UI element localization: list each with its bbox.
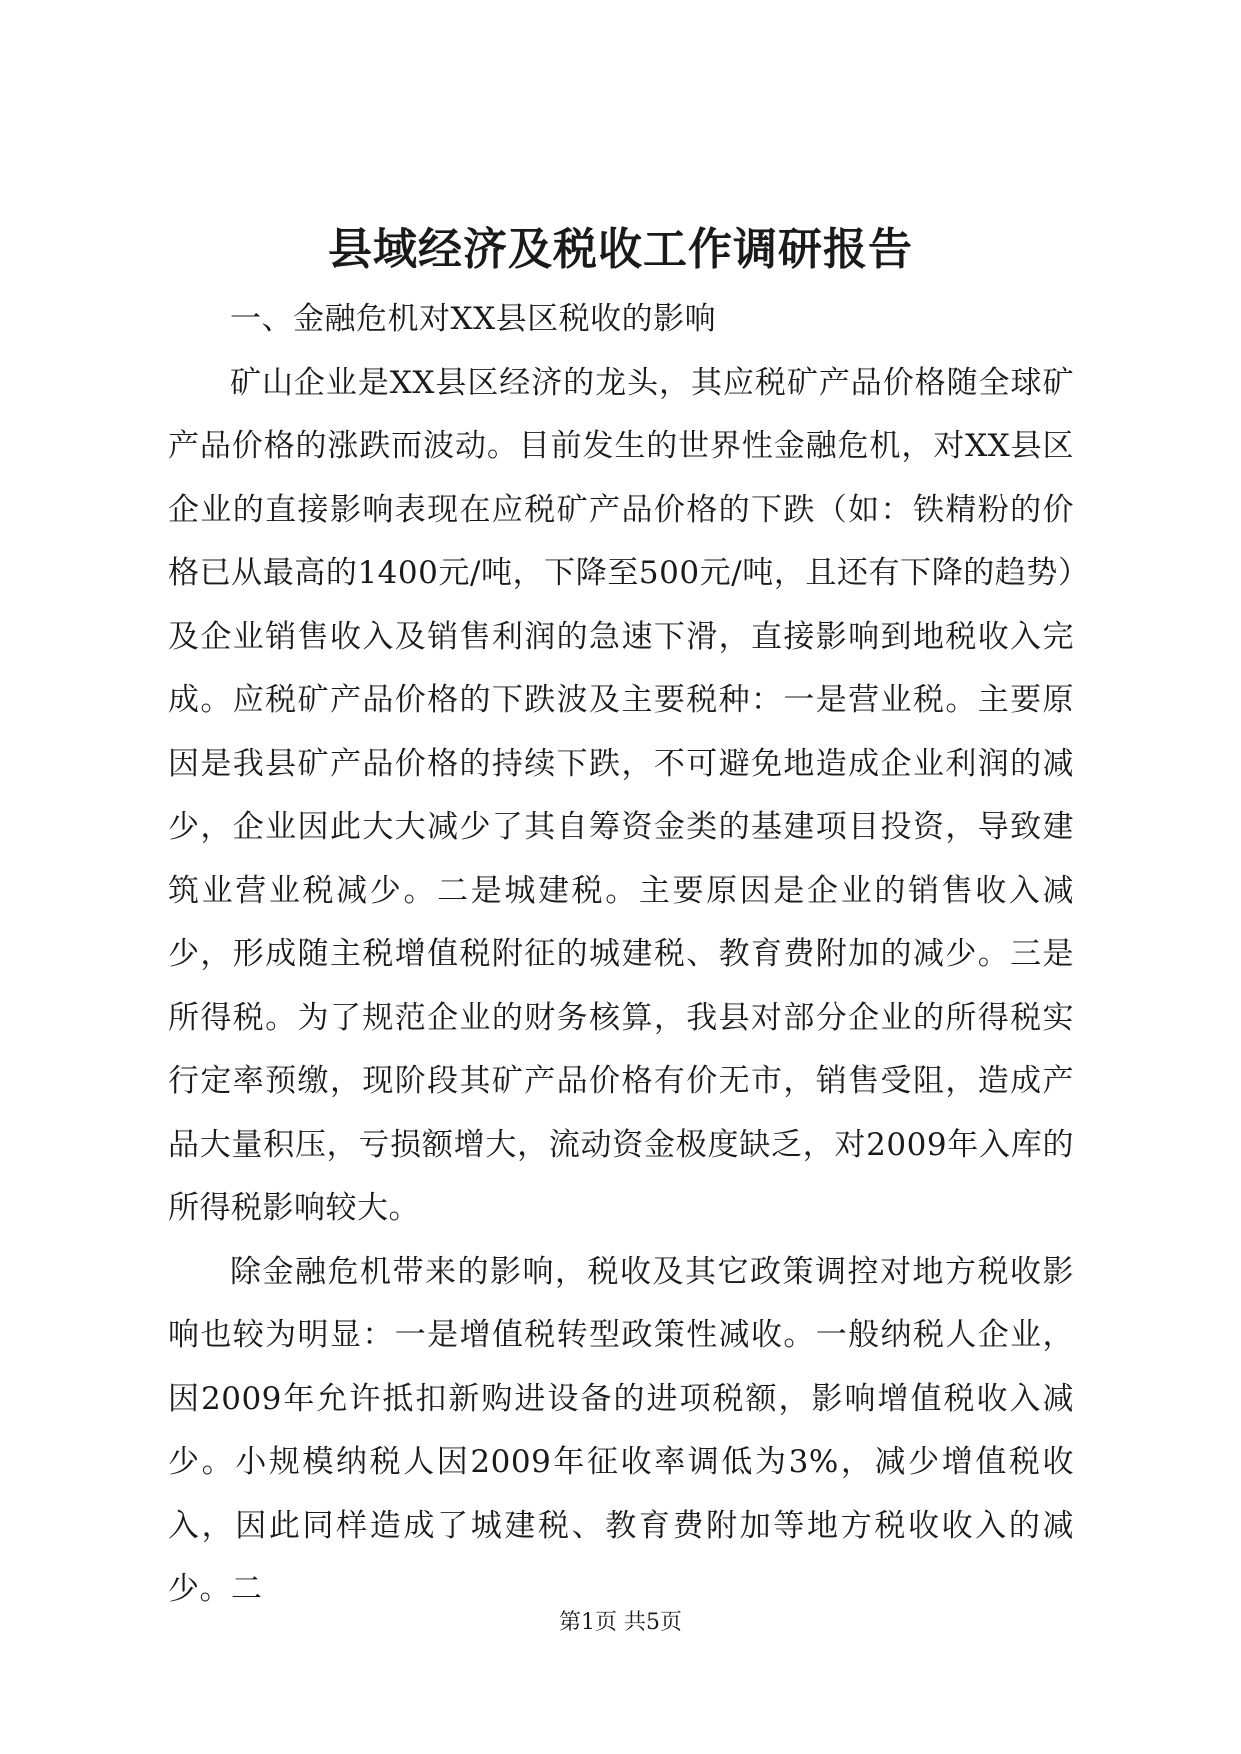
paragraph-1: 矿山企业是XX县区经济的龙头，其应税矿产品价格随全球矿产品价格的涨跌而波动。目前发生的世界性金融危机，对XX县区企业的直接影响表现在应税矿产品价格的下跌（如：铁精粉的价格已从最高的1400元/吨，下降至500元/吨，且还有下降的趋势）及企业销售收入及销售利润的急速下滑，直接影响到地税收入完成。应税矿产品价格的下跌波及主要税种：一是营业税。主要原因是我县矿产品价格的持续下跌，不可避免地造成企业利润的减少，企业因此大大减少了其自筹资金类的基建项目投资，导致建筑业营业税减少。二是城建税。主要原因是企业的销售收入减少，形成随主税增值税附征的城建税、教育费附加的减少。三是所得税。为了规范企业的财务核算，我县对部分企业的所得税实行定率预缴，现阶段其矿产品价格有价无市，销售受阻，造成产品大量积压，亏损额增大，流动资金极度缺乏，对2009年入库的所得税影响较大。 [168, 364, 1074, 1226]
page-footer [0, 1608, 1241, 1638]
section-heading: 一、金融危机对XX县区税收的影响 [230, 301, 717, 337]
document-body [168, 288, 1074, 1622]
page-number-label: 第1页 共5页 [559, 1610, 682, 1635]
document-title: 县域经济及税收工作调研报告 [328, 224, 913, 275]
paragraph-2: 除金融危机带来的影响，税收及其它政策调控对地方税收影响也较为明显：一是增值税转型政策性减收。一般纳税人企业，因2009年允许抵扣新购进设备的进项税额，影响增值税收入减少。小规模纳税人因2009年征收率调低为3%，减少增值税收入，因此同样造成了城建税、教育费附加等地方税收收入的减少。二 [168, 1253, 1074, 1607]
